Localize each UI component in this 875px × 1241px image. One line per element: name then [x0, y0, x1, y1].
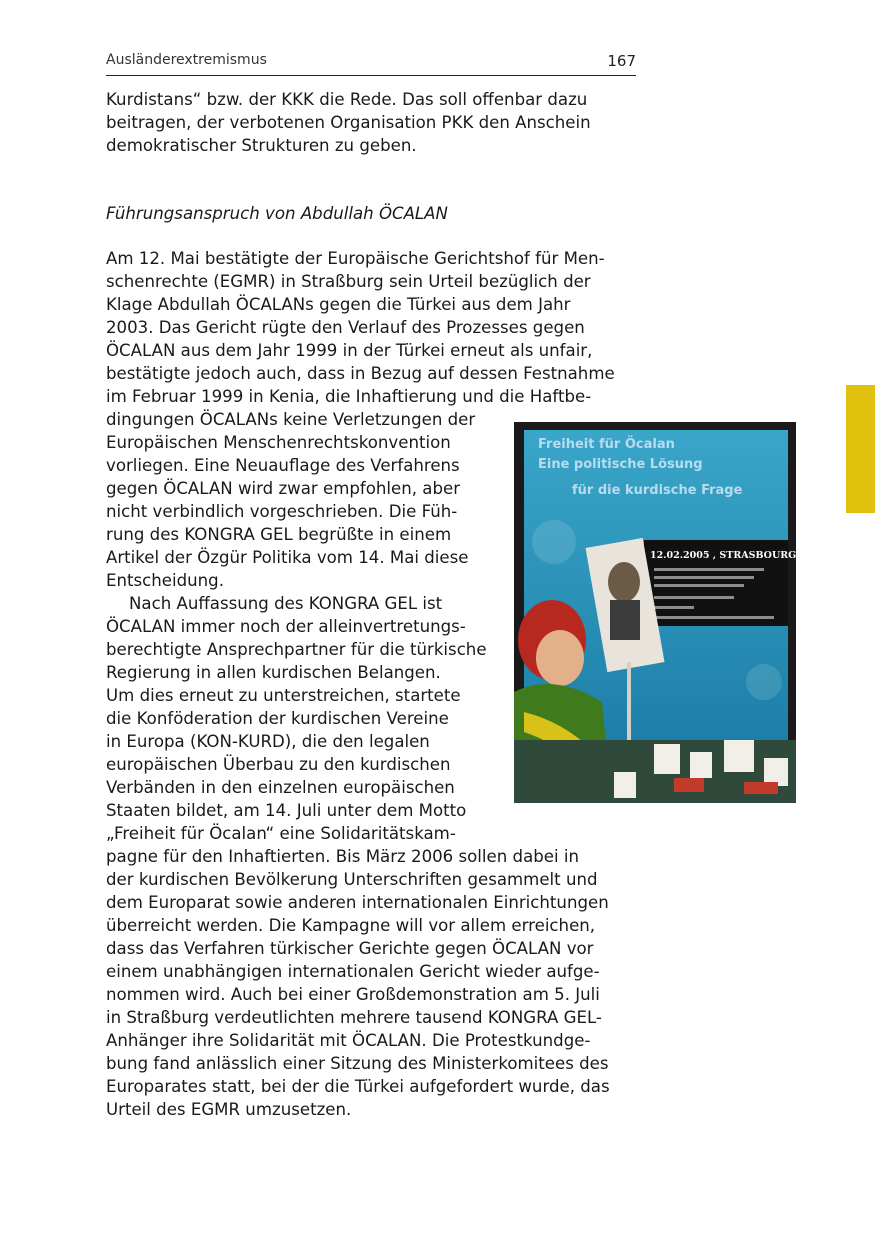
text-line: Um dies erneut zu unterstreichen, startete — [106, 686, 461, 705]
text-line: 2003. Das Gericht rügte den Verlauf des Prozesses gegen — [106, 318, 585, 337]
text-line: bung fand anlässlich einer Sitzung des Ministerkomitees des — [106, 1054, 609, 1073]
text-line: Am 12. Mai bestätigte der Europäische Gerichtshof für Men- — [106, 249, 605, 268]
poster-headline-2: Eine politische Lösung — [538, 457, 703, 472]
text-line: Europäischen Menschenrechtskonvention — [106, 433, 451, 452]
text-line: pagne für den Inhaftierten. Bis März 2006 sollen dabei in — [106, 847, 579, 866]
text-line: beitragen, der verbotenen Organisation PKK den Anschein — [106, 113, 591, 132]
text-line: Verbänden in den einzelnen europäischen — [106, 778, 455, 797]
text-line: schenrechte (EGMR) in Straßburg sein Urteil bezüglich der — [106, 272, 591, 291]
text-line: Staaten bildet, am 14. Juli unter dem Motto — [106, 801, 467, 820]
intro-paragraph — [106, 88, 591, 157]
chapter-thumb-tab — [846, 385, 875, 513]
text-line: Artikel der Özgür Politika vom 14. Mai diese — [106, 548, 469, 567]
poster-headline-1: Freiheit für Öcalan — [538, 437, 675, 452]
poster-illustration — [514, 422, 796, 803]
text-line: dingungen ÖCALANs keine Verletzungen der — [106, 410, 476, 429]
text-line: rung des KONGRA GEL begrüßte in einem — [106, 525, 452, 544]
child-face — [536, 630, 584, 686]
page-number: 167 — [607, 52, 636, 70]
text-line: gegen ÖCALAN wird zwar empfohlen, aber — [106, 479, 461, 498]
poster-date-line: 12.02.2005 , STRASBOURG — [650, 550, 796, 561]
text-line: Urteil des EGMR umzusetzen. — [106, 1100, 352, 1119]
text-line: Europarates statt, bei der die Türkei aufgefordert wurde, das — [106, 1077, 610, 1096]
text-line: dass das Verfahren türkischer Gerichte gegen ÖCALAN vor — [106, 939, 594, 958]
text-line: vorliegen. Eine Neuauflage des Verfahrens — [106, 456, 460, 475]
text-line: „Freiheit für Öcalan“ eine Solidaritätskam- — [106, 824, 456, 843]
text-line: Entscheidung. — [106, 571, 224, 590]
text-line: Nach Auffassung des KONGRA GEL ist — [129, 594, 443, 613]
portrait-face — [608, 562, 640, 602]
text-line: dem Europarat sowie anderen internationalen Einrichtungen — [106, 893, 609, 912]
text-line: Klage Abdullah ÖCALANs gegen die Türkei aus dem Jahr — [106, 295, 571, 314]
text-line: Kurdistans“ bzw. der KKK die Rede. Das soll offenbar dazu — [106, 90, 588, 109]
text-line: ÖCALAN immer noch der alleinvertretungs- — [106, 617, 466, 636]
text-line: europäischen Überbau zu den kurdischen — [106, 755, 451, 774]
text-line: nicht verbindlich vorgeschrieben. Die Füh- — [106, 502, 458, 521]
text-line: berechtigte Ansprechpartner für die türkische — [106, 640, 487, 659]
running-header — [106, 52, 636, 76]
section-title: Ausländerextremismus — [106, 52, 267, 68]
poster-headline-3: für die kurdische Frage — [572, 483, 743, 498]
text-line: in Straßburg verdeutlichten mehrere tausend KONGRA GEL- — [106, 1008, 602, 1027]
text-line: die Konföderation der kurdischen Vereine — [106, 709, 449, 728]
text-line: Anhänger ihre Solidarität mit ÖCALAN. Die Protestkundge- — [106, 1031, 591, 1050]
portrait-body — [610, 600, 640, 640]
campaign-poster-photo — [514, 422, 796, 803]
text-line: ÖCALAN aus dem Jahr 1999 in der Türkei erneut als unfair, — [106, 341, 593, 360]
text-line: bestätigte jedoch auch, dass in Bezug auf dessen Festnahme — [106, 364, 615, 383]
text-line: Regierung in allen kurdischen Belangen. — [106, 663, 441, 682]
text-line: einem unabhängigen internationalen Gericht wieder aufge- — [106, 962, 600, 981]
text-line: demokratischer Strukturen zu geben. — [106, 136, 417, 155]
text-line: der kurdischen Bevölkerung Unterschriften gesammelt und — [106, 870, 598, 889]
text-line: im Februar 1999 in Kenia, die Inhaftierung und die Haftbe- — [106, 387, 592, 406]
text-line: überreicht werden. Die Kampagne will vor allem erreichen, — [106, 916, 596, 935]
text-line: nommen wird. Auch bei einer Großdemonstration am 5. Juli — [106, 985, 600, 1004]
text-line: in Europa (KON-KURD), die den legalen — [106, 732, 430, 751]
section-subheading: Führungsanspruch von Abdullah ÖCALAN — [106, 204, 448, 223]
